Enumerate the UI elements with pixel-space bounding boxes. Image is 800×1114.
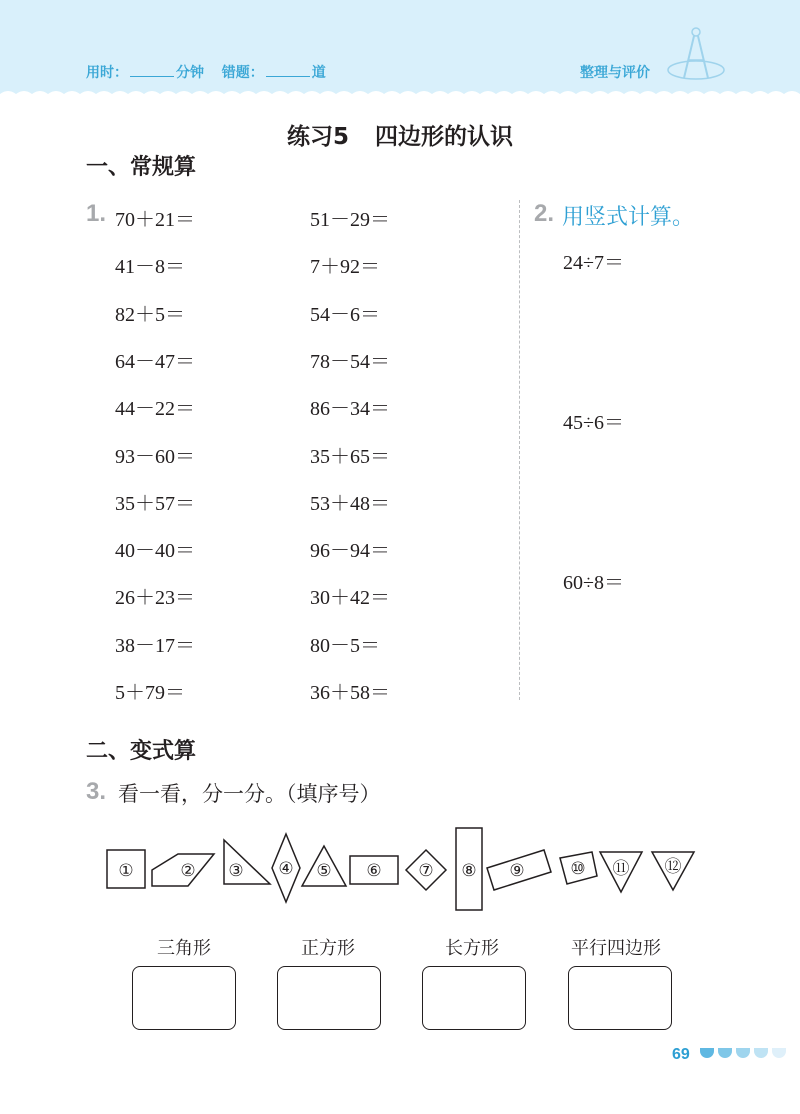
category-label-parallelogram: 平行四边形 xyxy=(571,938,661,959)
q2-item-3: 60÷8＝ xyxy=(563,572,624,594)
header-section-name: 整理与评价 xyxy=(580,65,650,81)
answer-box-rectangle[interactable] xyxy=(422,966,526,1030)
shape-10-quadrilateral xyxy=(560,852,597,884)
q1-col2-equation-10: 80－5＝ xyxy=(310,634,380,657)
q1-col2-equation-3: 54－6＝ xyxy=(310,303,380,326)
category-label-square: 正方形 xyxy=(301,938,355,959)
q1-col2-equation-4: 78－54＝ xyxy=(310,350,390,373)
q1-col1-equation-6: 93－60＝ xyxy=(115,445,195,468)
shape-4-rhombus xyxy=(272,834,300,902)
shape-label-8: ⑧ xyxy=(461,861,477,881)
q1-col1-equation-4: 64－47＝ xyxy=(115,350,195,373)
title-name: 四边形的认识 xyxy=(375,124,513,150)
shape-label-7: ⑦ xyxy=(418,861,434,881)
q3-number: 3. xyxy=(86,778,107,805)
q1-col2-equation-5: 86－34＝ xyxy=(310,398,390,421)
q1-col1-equation-11: 5＋79＝ xyxy=(115,682,185,704)
shape-label-9: ⑨ xyxy=(509,861,525,881)
error-unit: 道 xyxy=(311,65,326,81)
shape-label-2: ② xyxy=(180,861,196,881)
q1-col2-equation-7: 53＋48＝ xyxy=(310,492,390,515)
shape-label-5: ⑤ xyxy=(316,861,332,881)
shape-label-11: ⑪ xyxy=(612,859,630,879)
time-blank xyxy=(130,64,174,77)
page-number: 69 xyxy=(672,1046,690,1063)
shape-label-3: ③ xyxy=(228,861,244,881)
shape-12-triangle-down xyxy=(652,852,694,890)
answer-box-parallelogram[interactable] xyxy=(568,966,672,1030)
page-title xyxy=(0,118,800,151)
category-label-triangle: 三角形 xyxy=(157,938,211,959)
q1-col1-equation-10: 38－17＝ xyxy=(115,634,195,657)
dashed-divider xyxy=(519,200,520,700)
q1-col2-equation-8: 96－94＝ xyxy=(310,540,390,563)
shape-label-12: ⑫ xyxy=(664,857,682,877)
q1-col2-equation-1: 51－29＝ xyxy=(310,209,390,231)
shape-label-10: ⑩ xyxy=(570,859,586,879)
shape-label-4: ④ xyxy=(278,859,294,879)
shape-6-rectangle xyxy=(350,856,398,884)
q1-col1-equation-2: 41－8＝ xyxy=(115,256,185,279)
page-dot-2 xyxy=(718,1048,732,1058)
page-dot-1 xyxy=(700,1048,714,1058)
q3-instruction: 看一看，分一分。（填序号） xyxy=(118,782,381,806)
answer-box-triangle[interactable] xyxy=(132,966,236,1030)
shape-5-triangle xyxy=(302,846,346,886)
section2-heading: 二、变式算 xyxy=(86,739,197,764)
section1-heading: 一、常规算 xyxy=(86,155,197,180)
q1-number: 1. xyxy=(86,200,107,227)
q1-col1-equation-7: 35＋57＝ xyxy=(115,492,195,515)
q1-col1-equation-5: 44－22＝ xyxy=(115,398,195,421)
shape-1-square xyxy=(107,850,145,888)
q2-item-2: 45÷6＝ xyxy=(563,412,624,434)
shape-label-6: ⑥ xyxy=(366,861,382,881)
minute-label: 分钟 xyxy=(176,65,204,81)
q2-instruction: 用竖式计算。 xyxy=(562,205,695,230)
q1-col1-equation-9: 26＋23＝ xyxy=(115,587,195,610)
title-prefix: 练习5 xyxy=(286,124,349,150)
header-wave-border xyxy=(0,88,800,104)
page-dot-5 xyxy=(772,1048,786,1058)
q2-number: 2. xyxy=(534,200,555,227)
time-label: 用时： xyxy=(86,65,128,81)
q2-item-1: 24÷7＝ xyxy=(563,252,624,274)
shape-7-square-rotated xyxy=(406,850,446,890)
shape-2-parallelogram xyxy=(152,854,214,886)
shape-11-triangle-down xyxy=(600,852,642,892)
q1-col2-equation-6: 35＋65＝ xyxy=(310,445,390,468)
q1-col2-equation-9: 30＋42＝ xyxy=(310,587,390,610)
answer-box-square[interactable] xyxy=(277,966,381,1030)
error-label: 错题： xyxy=(221,65,264,81)
time-record xyxy=(86,62,326,82)
q1-col1-equation-1: 70＋21＝ xyxy=(115,209,195,231)
q1-col1-equation-8: 40－40＝ xyxy=(115,540,195,563)
q1-col1-equation-3: 82＋5＝ xyxy=(115,303,185,326)
error-blank xyxy=(266,64,310,77)
q1-col2-equation-11: 36＋58＝ xyxy=(310,682,390,704)
compass-icon xyxy=(660,20,730,90)
page-dot-4 xyxy=(754,1048,768,1058)
shape-8-rectangle-tall xyxy=(456,828,482,910)
shape-3-triangle xyxy=(224,840,270,884)
shape-label-1: ① xyxy=(118,861,134,881)
q1-col2-equation-2: 7＋92＝ xyxy=(310,256,380,279)
shape-9-rectangle-tilted xyxy=(487,850,551,890)
page-dot-3 xyxy=(736,1048,750,1058)
category-label-rectangle: 长方形 xyxy=(445,938,499,959)
